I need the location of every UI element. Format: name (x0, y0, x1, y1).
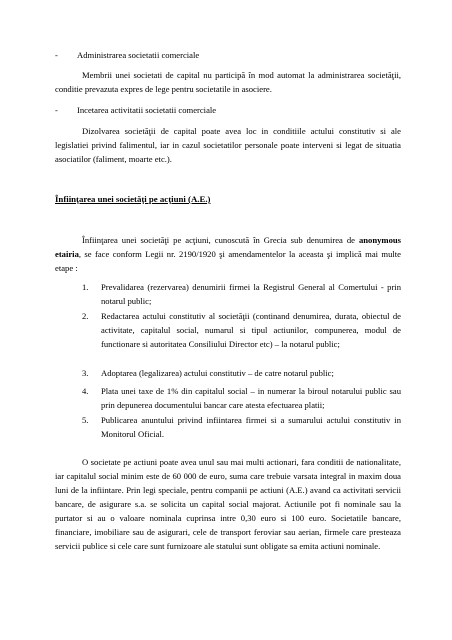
section-heading: Înfiinţarea unei societăţi pe acţiuni (A.E.) (55, 194, 211, 204)
list-item-text: Redactarea actului constitutiv al societăţii (continand denumirea, durata, obiectul de activitate, capitalul social, numarul si tipul actiunilor, compunerea, modul de functionare si autoritatea Consiliului Director etc) – la notarul public; (101, 311, 401, 349)
bullet-dash: - (55, 50, 58, 60)
intro-text-2: , se face conform Legii nr. 2190/1920 şi amendamentelor la aceasta şi implică mai multe etape : (55, 249, 401, 273)
paragraph-intro (55, 233, 401, 275)
bullet-incetare (55, 103, 216, 117)
paragraph-closing: O societate pe actiuni poate avea unul sau mai multi actionari, fara conditii de nationalitate, iar capitalul social minim este de 60 000 de euro, suma care trebuie varsata integral in maxim doua luni de la infiintare. Prin legi speciale, pentru companii pe actiuni (A.E.) avand ca activitati servicii bancare, de asigurare s.a. se solicita un capital social majorat. Actiunile pot fi nominale sau la purtator si au o valoare nominala cuprinsa intre 0,30 euro si 100 euro. Societatile bancare, financiare, imobiliare sau de asigurari, cele de transport feroviar sau aerian, firmele care presteaza servicii publice si cele care sunt furnizoare ale statului sunt obligate sa emita actiuni nominale. (55, 457, 401, 551)
list-item (55, 384, 401, 412)
bullet-dash: - (55, 105, 58, 115)
list-item-number: 4. (82, 386, 89, 396)
list-item-number: 5. (82, 415, 89, 425)
list-item-text: Adoptarea (legalizarea) actului constitutiv – de catre notarul public; (101, 368, 334, 378)
subsection-title-incetare: Incetarea activitatii societatii comerciale (77, 105, 217, 115)
list-item-text: Plata unei taxe de 1% din capitalul social – in numerar la biroul notarului public sau prin depunerea documentului bancar care atesta efectuarea platii; (101, 386, 401, 410)
paragraph-administrare: Membrii unei societati de capital nu participă în mod automat la administrarea societăţii, conditie prevazuta expres de lege pentru societatile in asociere. (55, 70, 401, 94)
intro-bold-term: anonymous etairia (55, 235, 401, 259)
list-item-number: 2. (82, 311, 89, 321)
list-item-number: 3. (82, 368, 89, 378)
list-item (55, 413, 401, 441)
paragraph-incetare: Dizolvarea societăţii de capital poate avea loc in conditiile actului constitutiv si ale legislatiei privind falimentul, iar in cazul societatilor personale poate interveni si legat de situatia asociatilor (faliment, moarte etc.). (55, 126, 401, 164)
list-item (55, 280, 401, 308)
list-item (55, 309, 401, 351)
subsection-title-administrare: Administrarea societatii comerciale (77, 50, 200, 60)
list-item-text: Prevalidarea (rezervarea) denumirii firmei la Registrul General al Comertului - prin notarul public; (101, 282, 401, 306)
intro-text-1: Înfiinţarea unei societăţi pe acţiuni, cunoscută în Grecia sub denumirea de (82, 235, 359, 245)
list-item (55, 366, 401, 380)
bullet-administrare (55, 48, 199, 62)
list-item-text: Publicarea anuntului privind infiintarea firmei si a sumarului actului constitutiv in Monitorul Oficial. (101, 415, 401, 439)
list-item-number: 1. (82, 282, 89, 292)
